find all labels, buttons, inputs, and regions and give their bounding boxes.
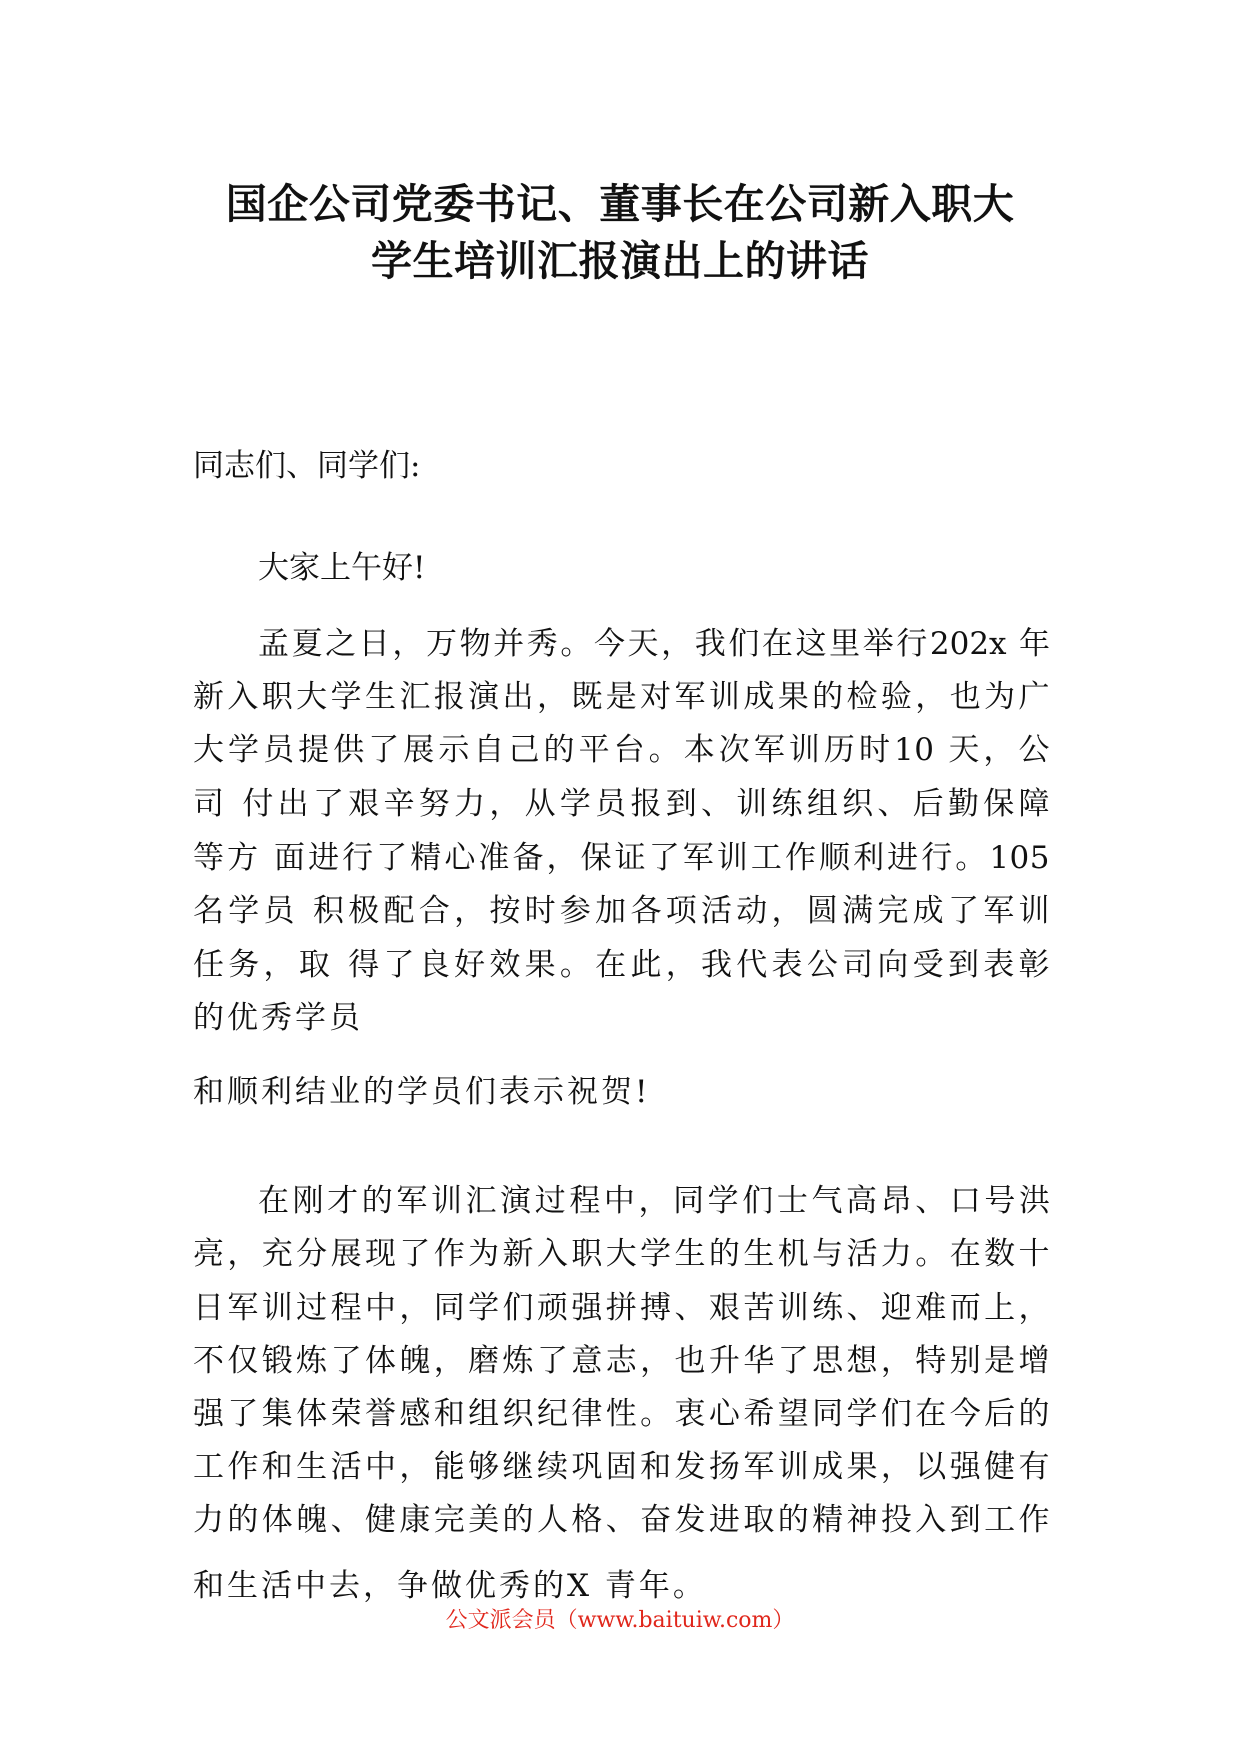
footer-watermark-link[interactable]: 公文派会员（www.baituiw.com） [445,1608,795,1633]
paragraph1-line: 任务，取 得了良好效果。在此，我代表公司向受到表彰 [193,947,1050,983]
paragraph2-line: 不仅锻炼了体魄，磨炼了意志，也升华了思想，特别是增 [193,1343,1050,1379]
paragraph1-line: 新入职大学生汇报演出，既是对军训成果的检验，也为广 [193,679,1050,715]
paragraph1-line: 司 付出了艰辛努力，从学员报到、训练组织、后勤保障 [193,786,1050,822]
paragraph1-line: 等方 面进行了精心准备，保证了军训工作顺利进行。105 [193,840,1050,876]
paragraph1-line: 孟夏之日，万物并秀。今天，我们在这里举行202x 年 [258,626,1050,662]
paragraph2-line: 强了集体荣誉感和组织纪律性。衷心希望同学们在今后的 [193,1396,1050,1432]
paragraph2-line: 在刚才的军训汇演过程中，同学们士气高昂、口号洪 [258,1183,1050,1219]
paragraph2-line: 日军训过程中，同学们顽强拼搏、艰苦训练、迎难而上， [193,1290,1050,1326]
salutation: 同志们、同学们: [193,448,421,484]
paragraph2-line: 工作和生活中，能够继续巩固和发扬军训成果，以强健有 [193,1449,1050,1485]
paragraph2-line: 亮，充分展现了作为新入职大学生的生机与活力。在数十 [193,1236,1050,1272]
document-title-line-2: 学生培训汇报演出上的讲话 [371,237,869,285]
greeting: 大家上午好! [258,550,426,586]
document-title-line-1: 国企公司党委书记、董事长在公司新入职大 [225,180,1015,228]
paragraph1-line: 名学员 积极配合，按时参加各项活动，圆满完成了军训 [193,893,1050,929]
paragraph1-line: 大学员提供了展示自己的平台。本次军训历时10 天，公 [193,732,1050,768]
paragraph2-tail: 和生活中去，争做优秀的X 青年。 [193,1568,707,1604]
paragraph1-tail: 和顺利结业的学员们表示祝贺! [193,1074,651,1110]
paragraph2-line: 力的体魄、健康完美的人格、奋发进取的精神投入到工作 [193,1502,1050,1538]
paragraph1-line: 的优秀学员 [193,1000,363,1036]
